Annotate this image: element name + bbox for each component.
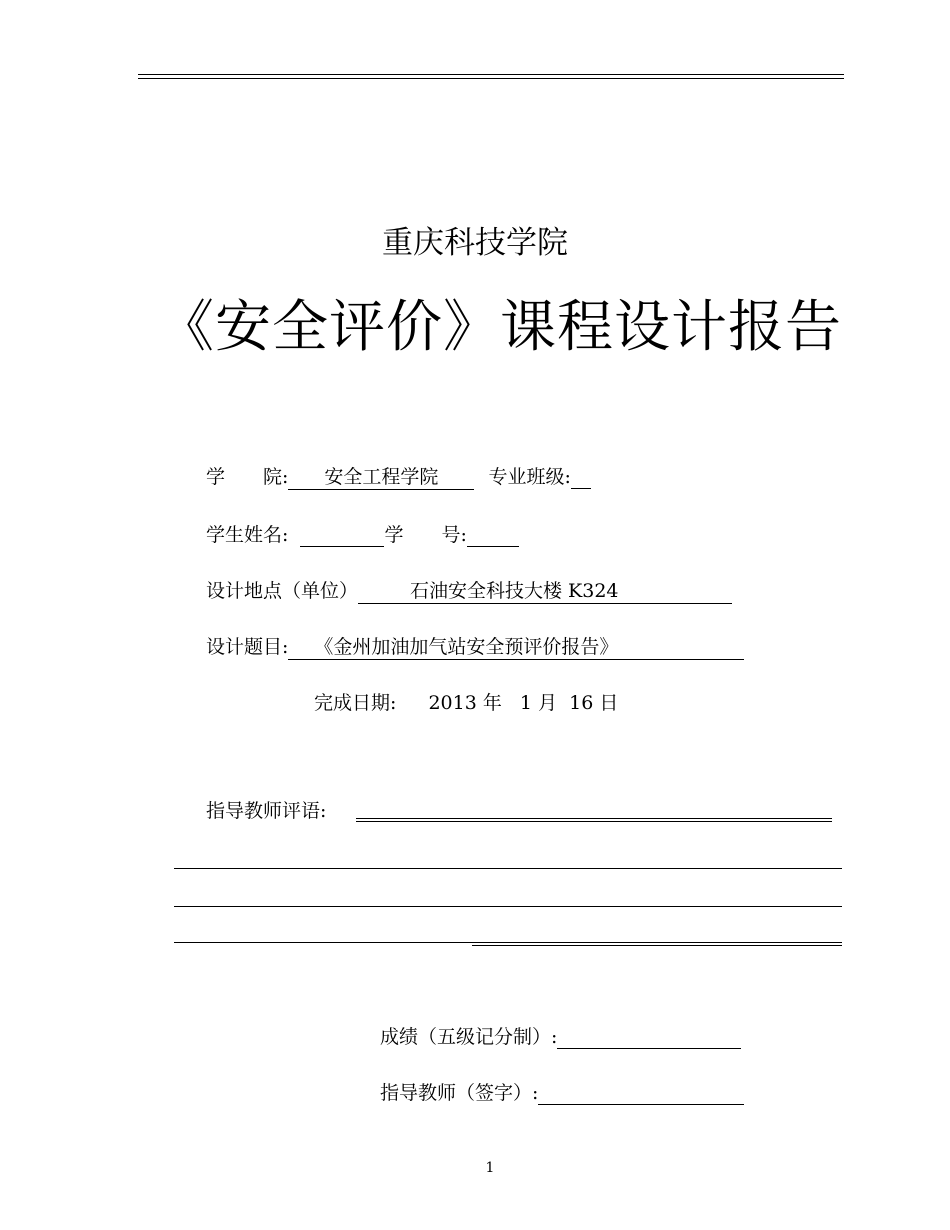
name-label: 学生姓名: [206,524,289,546]
page-number: 1 [485,1160,495,1176]
comments-line-1[interactable] [356,818,832,819]
comments-line-2[interactable] [174,868,842,869]
report-title: 《安全评价》课程设计报告 [158,295,842,360]
header-rule-top [138,74,844,75]
signature-row [380,1078,744,1105]
location-field[interactable] [358,576,732,604]
signature-field[interactable] [538,1082,744,1105]
date-row [314,688,618,715]
comments-line-4b [472,945,842,946]
topic-row [206,632,744,660]
student-id-field[interactable] [467,524,519,547]
comments-line-1b [356,821,832,822]
college-label: 学 院: [206,466,289,488]
date-year-unit: 年 [482,692,502,714]
grade-row [380,1022,741,1049]
major-label: 专业班级: [488,466,571,488]
date-label: 完成日期: [314,692,397,714]
comments-line-4[interactable] [174,942,842,943]
college-row [206,462,591,490]
topic-label: 设计题目: [206,636,289,658]
college-value: 安全工程学院 [324,466,439,488]
signature-label: 指导教师（签字）: [380,1082,539,1104]
date-month: 1 [519,692,533,714]
date-day-unit: 日 [599,692,619,714]
date-year: 2013 [428,692,477,714]
school-name: 重庆科技学院 [382,225,568,261]
topic-field[interactable] [288,632,744,660]
grade-field[interactable] [557,1026,741,1049]
header-rule-bottom [138,78,844,79]
comments-label: 指导教师评语: [206,800,327,822]
grade-label: 成绩（五级记分制）: [380,1026,558,1048]
location-row [206,576,732,604]
date-day: 16 [569,692,594,714]
comments-row [206,796,326,823]
student-id-label: 学 号: [384,524,467,546]
major-field[interactable] [571,466,591,489]
location-value: 石油安全科技大楼 K324 [410,580,619,602]
location-label: 设计地点（单位） [206,580,359,602]
topic-value: 《金州加油加气站安全预评价报告》 [314,636,619,658]
date-month-unit: 月 [538,692,558,714]
name-row [206,520,519,547]
comments-line-3[interactable] [174,906,842,907]
name-field[interactable] [300,524,384,547]
college-field[interactable] [288,462,474,490]
